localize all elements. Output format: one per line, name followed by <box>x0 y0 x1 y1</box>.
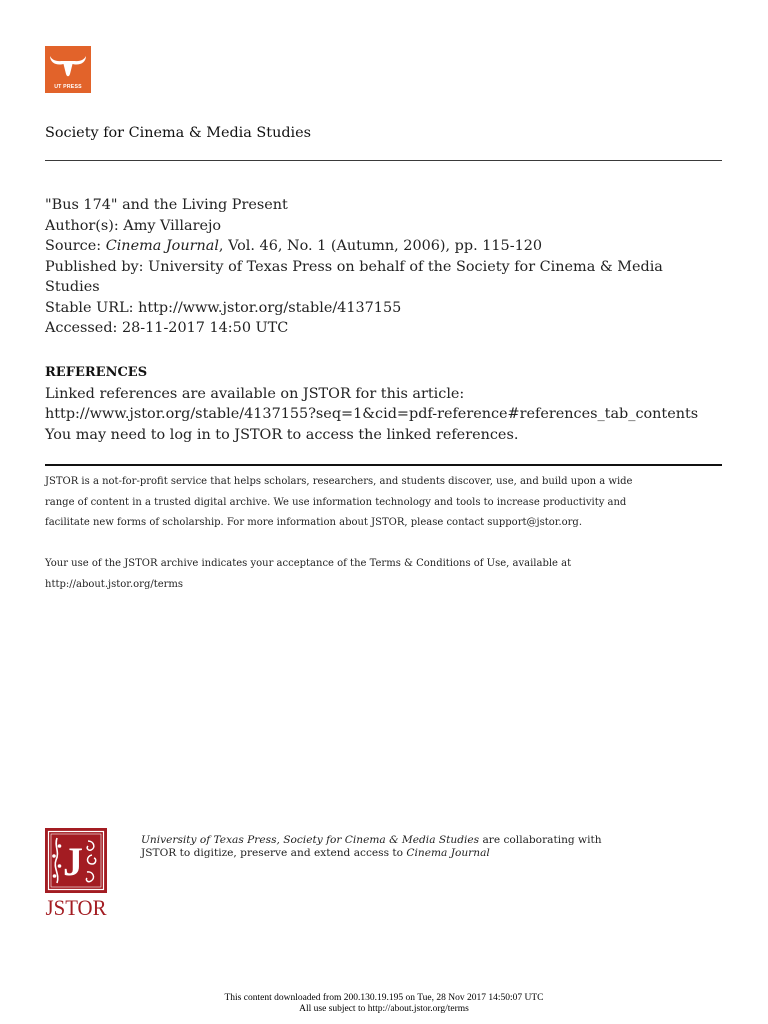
footer-terms-prefix: All use subject to <box>299 1004 366 1014</box>
references-intro: Linked references are available on JSTOR for this article: <box>45 385 465 402</box>
about-jstor <box>45 472 632 534</box>
terms-notice <box>45 554 571 595</box>
publisher-line <box>45 257 663 278</box>
collaboration-statement <box>141 834 602 859</box>
emblem-leaf <box>53 874 57 878</box>
jstor-wordmark-text: JSTOR <box>45 896 107 920</box>
accessed-label: Accessed: <box>45 320 118 336</box>
publisher-value: University of Texas Press on behalf of the Society for Cinema & Media <box>148 258 663 275</box>
terms-link[interactable]: http://about.jstor.org/terms <box>45 578 184 590</box>
about-text-end: . <box>578 517 583 528</box>
footer-terms-link[interactable]: http://about.jstor.org/terms <box>367 1004 469 1014</box>
article-title: "Bus 174" and the Living Present <box>45 197 288 213</box>
society-heading: Society for Cinema & Media Studies <box>45 125 312 141</box>
about-line: range of content in a trusted digital archive. We use information technology and tools to increase productivity and <box>45 496 627 508</box>
source-details: , Vol. 46, No. 1 (Autumn, 2006), pp. 115-120 <box>218 238 543 254</box>
terms-text: Your use of the JSTOR archive indicates your acceptance of the Terms & Conditions of Use, available at <box>45 558 572 569</box>
collaboration-text: are collaborating with <box>482 834 602 846</box>
references-link[interactable]: http://www.jstor.org/stable/4137155?seq=1&cid=pdf-reference#references_tab_contents <box>45 406 699 422</box>
references-note: You may need to log in to JSTOR to access the linked references. <box>45 426 519 443</box>
collaboration-journal: Cinema Journal <box>406 846 490 859</box>
about-line: JSTOR is a not-for-profit service that helps scholars, researchers, and students discover, use, and build upon a wide <box>45 476 633 487</box>
collaboration-partners: University of Texas Press, Society for Cinema & Media Studies <box>141 834 480 846</box>
accessed-value: 28-11-2017 14:50 UTC <box>121 320 289 336</box>
publisher-label: Published by: <box>45 258 144 275</box>
divider <box>45 160 722 161</box>
ut-press-logo <box>45 46 91 93</box>
source-line <box>45 236 663 257</box>
publisher-line-continued: Studies <box>45 279 100 295</box>
stable-url-label: Stable URL: <box>45 299 134 316</box>
references-heading: REFERENCES <box>45 365 148 380</box>
source-journal: Cinema Journal <box>105 238 219 254</box>
emblem-leaf <box>52 854 56 858</box>
authors-label: Author(s): <box>45 217 119 234</box>
about-text: facilitate new forms of scholarship. For more information about JSTOR, please contact <box>45 517 485 528</box>
section-divider <box>45 464 722 466</box>
citation-block <box>45 195 663 339</box>
authors-line <box>45 216 663 237</box>
page-footer <box>0 993 768 1015</box>
collaboration-text: JSTOR to digitize, preserve and extend access to <box>141 846 404 859</box>
logo-text: UT PRESS <box>54 84 82 90</box>
about-line <box>45 513 632 534</box>
source-label: Source: <box>45 238 102 254</box>
references-block <box>45 363 698 445</box>
download-info: This content downloaded from 200.130.19.195 on Tue, 28 Nov 2017 14:50:07 UTC <box>224 993 544 1003</box>
emblem-leaf <box>58 864 62 868</box>
support-email-link[interactable]: support@jstor.org <box>487 517 579 528</box>
emblem-letter: J <box>63 839 83 884</box>
stable-url-line <box>45 298 663 319</box>
stable-url-link[interactable]: http://www.jstor.org/stable/4137155 <box>138 299 402 316</box>
jstor-wordmark <box>45 896 107 920</box>
emblem-leaf <box>58 844 62 848</box>
authors-value: Amy Villarejo <box>123 217 222 234</box>
jstor-emblem-icon <box>45 828 107 893</box>
accessed-line <box>45 318 663 339</box>
